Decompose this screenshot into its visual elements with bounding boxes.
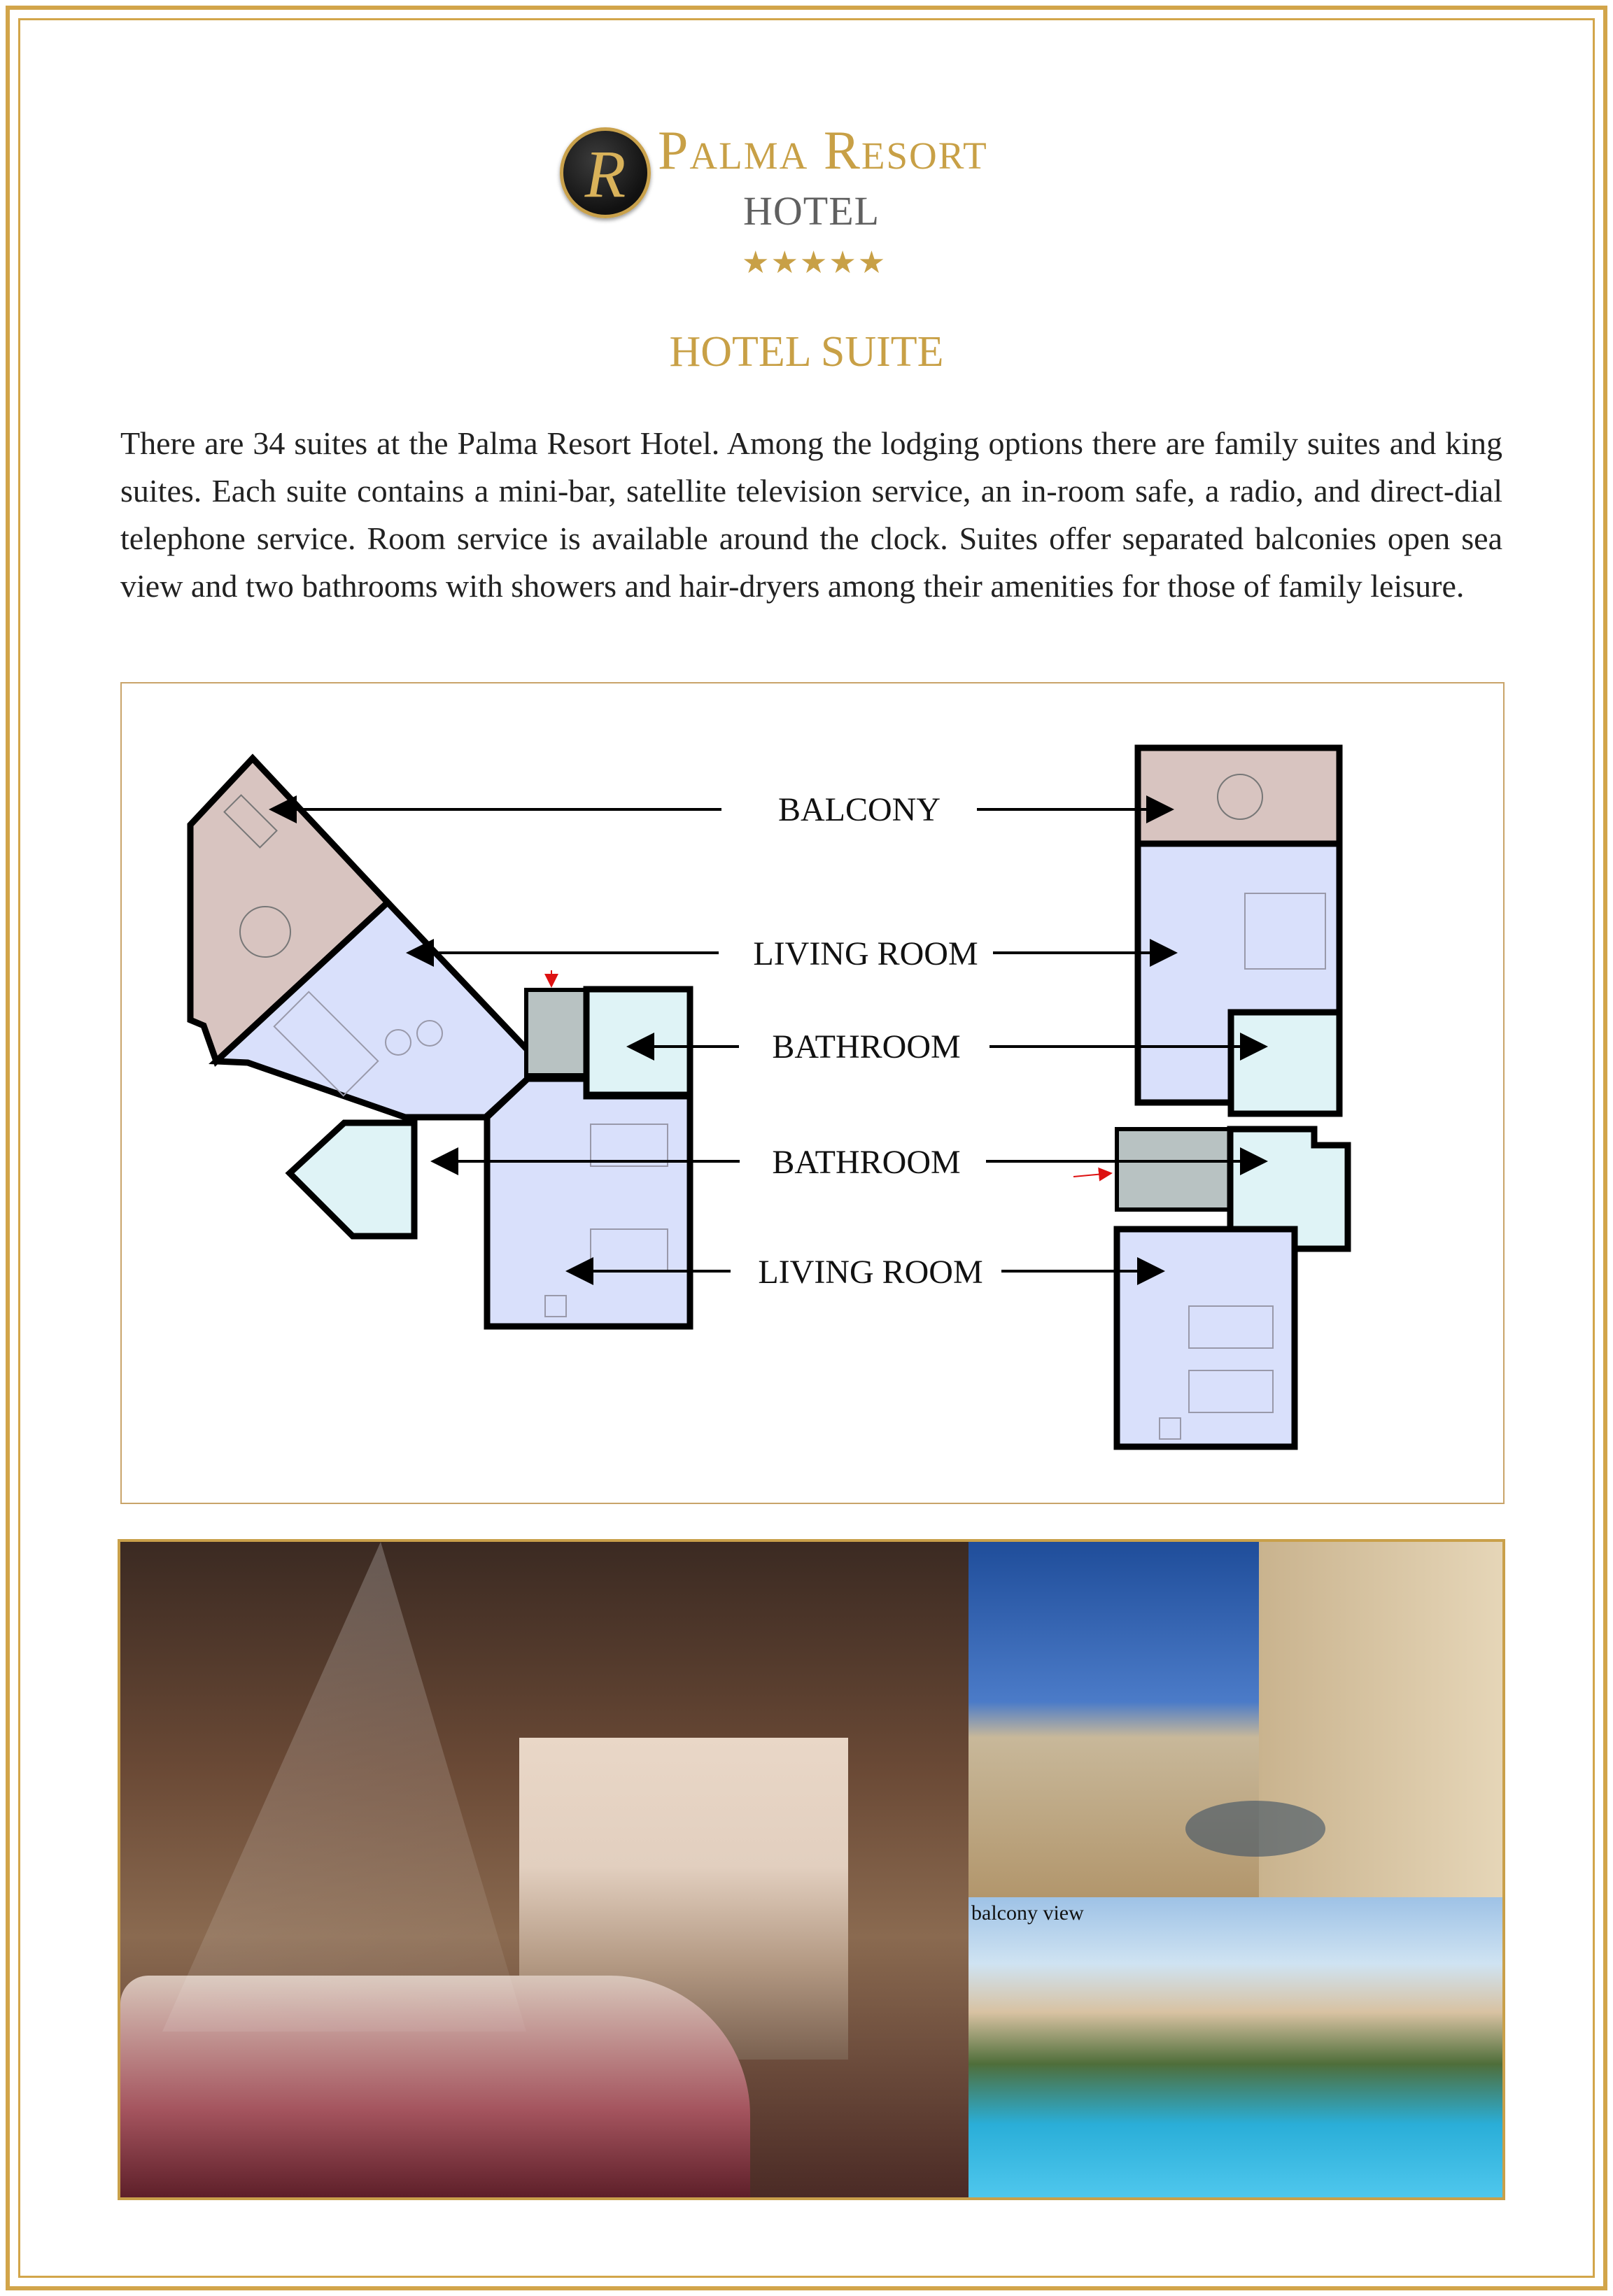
floorplan-drawing [122,683,1503,1503]
right-suite-plan [1073,748,1348,1447]
logo-emblem [560,127,651,218]
right-hall [1117,1129,1230,1210]
floorplan-panel [120,682,1505,1504]
label-balcony: BALCONY [777,791,941,828]
right-balcony [1138,748,1339,844]
mosquito-net [162,1542,526,2032]
left-hall [526,990,586,1075]
balcony-photo [968,1542,1505,1897]
star-rating: ★★★★★ [742,246,887,280]
bedroom-photo [120,1542,968,2200]
label-living-room-1: LIVING ROOM [753,935,978,972]
brand-name: Palma Resort [658,120,988,180]
right-bathroom-a [1231,1012,1339,1114]
photo-panel [118,1539,1505,2200]
brand-subtitle: HOTEL [743,188,880,234]
suite-description: There are 34 suites at the Palma Resort Hotel. Among the lodging options there are family suites and king suites. Each suite contains a mini-bar, satellite television service, an in-room safe, a radio, and direct-dial telephone service. Room service is available around the clock. Suites offer separated balconies open sea view and two bathrooms with showers and hair-dryers among their amenities for those of family leisure. [120,425,1502,604]
page-title: HOTEL SUITE [669,328,944,376]
label-bathroom-2: BATHROOM [772,1144,961,1181]
balcony-view-caption: balcony view [971,1901,1084,1925]
logo-letter: R [584,136,626,211]
pool-view-photo [968,1897,1505,2200]
left-suite-plan [190,758,690,1326]
label-living-room-2: LIVING ROOM [758,1254,983,1291]
left-bedroom [487,1079,690,1326]
right-bedroom [1117,1229,1295,1447]
label-bathroom-1: BATHROOM [772,1028,961,1065]
left-bathroom-a [290,1123,414,1236]
balcony-table [1185,1801,1325,1857]
hotel-logo [560,119,1078,308]
left-bathroom-b [586,989,690,1095]
